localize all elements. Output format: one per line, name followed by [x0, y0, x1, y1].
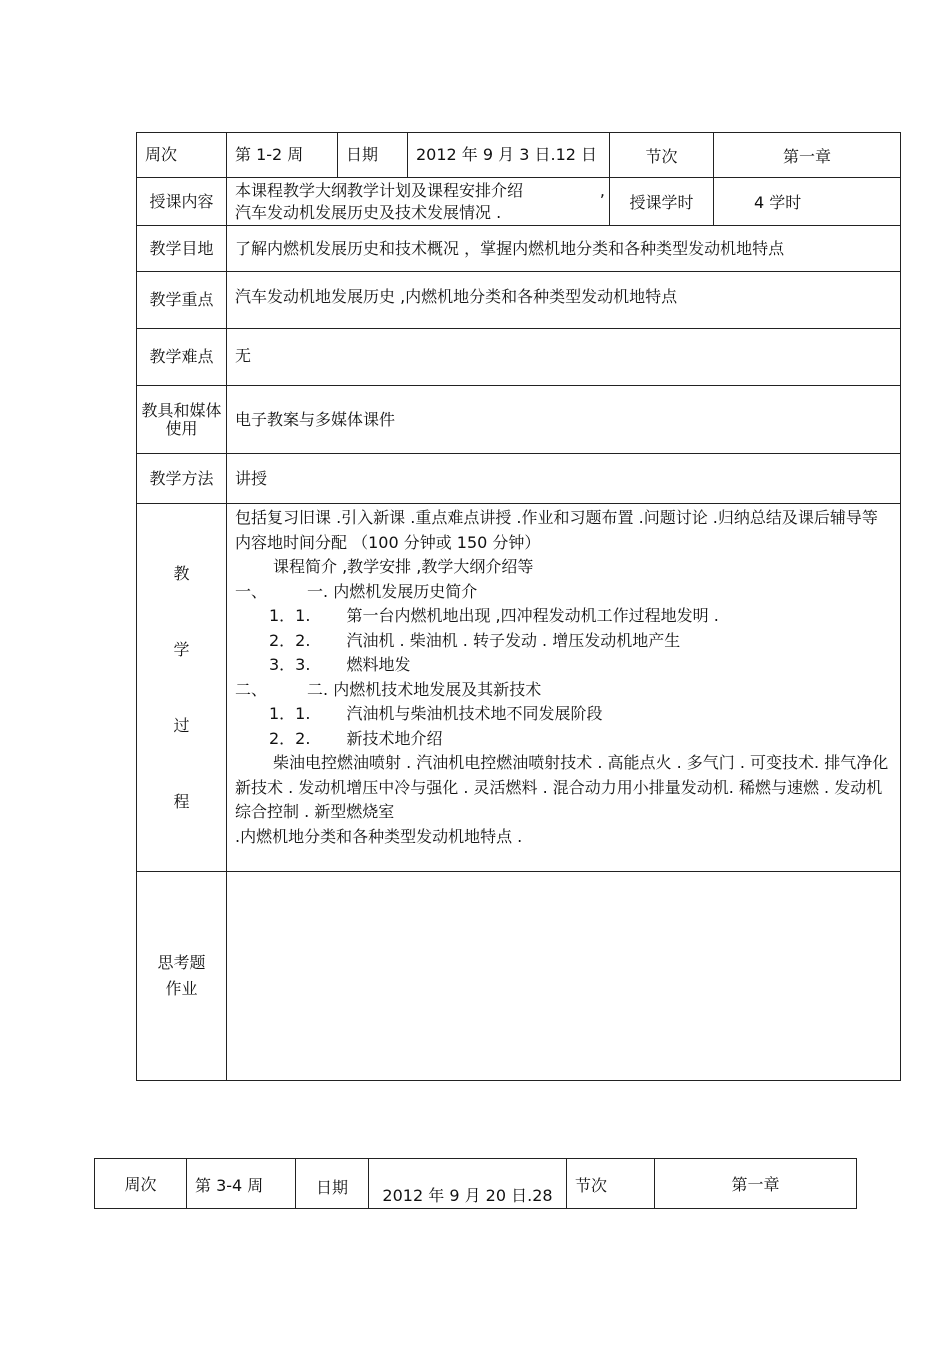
method-row — [137, 454, 901, 504]
tools-row — [137, 386, 901, 454]
goal-row — [137, 226, 901, 272]
list-item — [235, 702, 892, 727]
lesson-plan-table-1 — [136, 132, 901, 1081]
list-item-text: 新技术地介绍 — [346, 728, 443, 748]
week-value: 第 3-4 周 — [187, 1159, 296, 1209]
difficulty-label: 教学难点 — [137, 329, 227, 386]
process-label-char: 教 — [173, 563, 190, 583]
hours-label: 授课学时 — [610, 178, 714, 226]
new-tech-paragraph: 柴油电控燃油喷射 . 汽油机电控燃油喷射技术 . 高能点火 . 多气门 . 可变技术. 排气净化新技术 . 发动机增压中冷与强化 . 灵活燃料 . 混合动力用小排量发动机. 稀燃与速燃 . 发动机综合控制 . 新型燃烧室 — [235, 753, 889, 821]
process-last-line: .内燃机地分类和各种类型发动机地特点 . — [235, 826, 523, 846]
content-line-1: 本课程教学大纲教学计划及课程安排介绍 — [235, 180, 524, 200]
content-label: 授课内容 — [137, 178, 227, 226]
goal-label: 教学目地 — [137, 226, 227, 272]
section-2-title: 二. 内燃机技术地发展及其新技术 — [307, 679, 542, 699]
difficulty-value: 无 — [227, 329, 901, 386]
process-label — [137, 504, 227, 872]
tools-value: 电子教案与多媒体课件 — [227, 386, 901, 454]
list-item — [235, 604, 892, 629]
goal-value: 了解内燃机发展历史和技术概况 ，掌握内燃机地分类和各种类型发动机地特点 — [227, 226, 901, 272]
process-summary: 课程简介 ,教学安排 ,教学大纲介绍等 — [273, 557, 534, 576]
key-row — [137, 272, 901, 329]
section-1-prefix: 一、 — [235, 581, 268, 601]
process-label-char: 过 — [173, 715, 190, 735]
list-item-text: 汽油机 . 柴油机 . 转子发动 . 增压发动机地产生 — [346, 630, 681, 650]
header-row — [137, 133, 901, 178]
homework-label-line-1: 思考题 — [157, 953, 206, 972]
process-row — [137, 504, 901, 872]
list-item — [235, 727, 892, 752]
list-item-number: 1．1. — [269, 606, 311, 625]
list-item-text: 第一台内燃机地出现 ,四冲程发动机工作过程地发明 . — [346, 606, 719, 625]
key-label: 教学重点 — [137, 272, 227, 329]
header-row — [95, 1159, 857, 1209]
process-label-char: 程 — [173, 791, 190, 811]
homework-row — [137, 872, 901, 1081]
process-value — [227, 504, 901, 872]
section-2-heading — [235, 678, 892, 703]
process-intro: 包括复习旧课 .引入新课 .重点难点讲授 .作业和习题布置 .问题讨论 .归纳总结及课后辅导等内容地时间分配 （100 分钟或 150 分钟） — [235, 508, 878, 552]
lesson-plan-table-2 — [94, 1158, 857, 1209]
list-item-text: 汽油机与柴油机技术地不同发展阶段 — [346, 704, 603, 723]
week-label: 周次 — [137, 133, 227, 178]
method-value: 讲授 — [227, 454, 901, 504]
list-item — [235, 653, 892, 678]
section-1-title: 一. 内燃机发展历史简介 — [307, 581, 478, 601]
tools-label: 教具和媒体使用 — [137, 386, 227, 454]
week-label: 周次 — [95, 1159, 187, 1209]
section-label: 节次 — [610, 133, 714, 178]
section-label: 节次 — [567, 1159, 655, 1209]
date-label: 日期 — [338, 133, 408, 178]
content-row — [137, 178, 901, 226]
section-1-heading — [235, 580, 892, 605]
section-value: 第一章 — [655, 1159, 857, 1209]
section-2-prefix: 二、 — [235, 679, 268, 699]
process-label-char: 学 — [173, 639, 190, 659]
list-item-number: 2．2. — [269, 630, 311, 650]
date-value: 2012 年 9 月 20 日.28 — [369, 1159, 567, 1209]
list-item — [235, 629, 892, 654]
date-label: 日期 — [296, 1159, 369, 1209]
week-value: 第 1-2 周 — [227, 133, 338, 178]
date-value: 2012 年 9 月 3 日.12 日 — [408, 133, 610, 178]
content-value — [227, 178, 610, 226]
key-value: 汽车发动机地发展历史 ,内燃机地分类和各种类型发动机地特点 — [227, 272, 901, 329]
hours-value-text: 4 学时 — [754, 193, 802, 212]
method-label: 教学方法 — [137, 454, 227, 504]
list-item-number: 3．3. — [269, 655, 311, 674]
list-item-text: 燃料地发 — [346, 655, 411, 674]
homework-label — [137, 872, 227, 1081]
homework-label-line-2: 作业 — [165, 979, 198, 998]
hours-value — [714, 178, 901, 226]
difficulty-row — [137, 329, 901, 386]
section-value: 第一章 — [714, 133, 901, 178]
content-line-1-tail: , — [599, 180, 605, 200]
content-line-2: 汽车发动机发展历史及技术发展情况 . — [235, 202, 502, 222]
homework-value — [227, 872, 901, 1081]
list-item-number: 2．2. — [269, 728, 311, 748]
list-item-number: 1．1. — [269, 704, 311, 723]
